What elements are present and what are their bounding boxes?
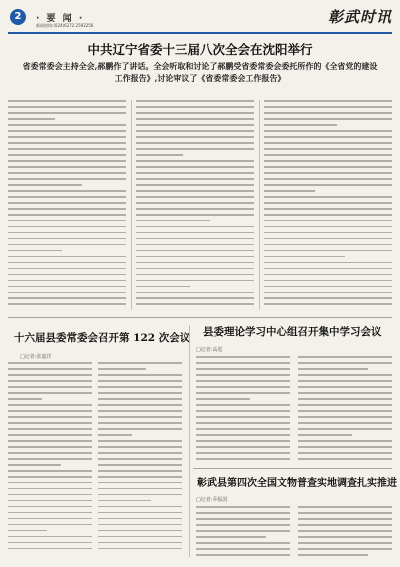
- text-line: [98, 476, 182, 478]
- text-line: [8, 368, 92, 370]
- text-line: [196, 554, 290, 556]
- section-divider: [8, 317, 392, 318]
- text-line: [264, 100, 392, 102]
- text-line: [8, 476, 92, 478]
- text-line: [98, 422, 182, 424]
- text-line: [8, 184, 82, 186]
- text-line: [8, 232, 126, 234]
- text-line: [298, 356, 392, 358]
- text-line: [8, 303, 126, 305]
- text-line: [8, 380, 92, 382]
- lead-subhead: 省委常委会主持全会,郝鹏作了讲话。全会听取和讨论了郝鹏受省委常委会委托所作的《全省党的建设工作报告》,讨论审议了《省委常委会工作报告》: [22, 61, 378, 83]
- text-line: [196, 536, 266, 538]
- text-line: [136, 202, 254, 204]
- text-line: [136, 238, 254, 240]
- text-line: [98, 440, 182, 442]
- text-line: [298, 398, 392, 400]
- text-line: [136, 297, 254, 299]
- text-line: [298, 524, 392, 526]
- page-number-badge: 2: [10, 9, 26, 25]
- text-line: [136, 178, 254, 180]
- text-line: [8, 494, 92, 496]
- text-line: [136, 274, 254, 276]
- text-line: [264, 172, 392, 174]
- text-line: [98, 452, 182, 454]
- article-3-byline: □记者:高进: [196, 347, 223, 353]
- text-line: [298, 362, 392, 364]
- text-line: [264, 142, 392, 144]
- text-line: [136, 196, 254, 198]
- article-4-body-column-1: [196, 506, 290, 560]
- text-line: [8, 440, 92, 442]
- text-line: [298, 392, 392, 394]
- section-divider: [193, 468, 392, 469]
- text-line: [136, 280, 254, 282]
- text-line: [196, 368, 290, 370]
- text-line: [264, 286, 392, 288]
- text-line: [264, 178, 392, 180]
- text-line: [298, 452, 392, 454]
- text-line: [196, 398, 250, 400]
- text-line: [136, 226, 254, 228]
- column-divider: [189, 325, 190, 557]
- text-line: [136, 166, 254, 168]
- text-line: [98, 362, 182, 364]
- lead-body-column-3: [264, 100, 392, 309]
- text-line: [8, 244, 126, 246]
- text-line: [298, 410, 392, 412]
- text-line: [264, 250, 392, 252]
- text-line: [298, 548, 392, 550]
- text-line: [8, 392, 92, 394]
- text-line: [298, 530, 392, 532]
- text-line: [264, 256, 345, 258]
- text-line: [264, 106, 392, 108]
- text-line: [264, 303, 392, 305]
- text-line: [298, 368, 368, 370]
- text-line: [8, 226, 126, 228]
- lead-body-column-2: [136, 100, 254, 309]
- lead-body-column-1: [8, 100, 126, 309]
- text-line: [98, 518, 182, 520]
- text-line: [8, 106, 126, 108]
- text-line: [98, 494, 182, 496]
- text-line: [8, 524, 92, 526]
- masthead-rule: [8, 32, 392, 34]
- text-line: [264, 238, 392, 240]
- text-line: [8, 136, 126, 138]
- text-line: [298, 416, 392, 418]
- text-line: [8, 214, 126, 216]
- text-line: [196, 374, 290, 376]
- text-line: [298, 386, 392, 388]
- text-line: [298, 404, 392, 406]
- text-line: [196, 518, 290, 520]
- text-line: [136, 100, 254, 102]
- text-line: [264, 130, 392, 132]
- text-line: [98, 410, 182, 412]
- article-2-body-column-2: [98, 362, 182, 554]
- text-line: [8, 506, 92, 508]
- text-line: [298, 440, 392, 442]
- text-line: [136, 214, 254, 216]
- text-line: [264, 214, 392, 216]
- text-line: [8, 100, 126, 102]
- text-line: [264, 297, 392, 299]
- text-line: [264, 118, 392, 120]
- text-line: [264, 268, 392, 270]
- text-line: [298, 506, 392, 508]
- text-line: [8, 130, 126, 132]
- text-line: [136, 124, 254, 126]
- text-line: [264, 220, 392, 222]
- text-line: [8, 548, 92, 550]
- text-line: [8, 112, 126, 114]
- text-line: [298, 434, 352, 436]
- text-line: [8, 297, 126, 299]
- text-line: [298, 554, 368, 556]
- text-line: [8, 256, 126, 258]
- text-line: [264, 160, 392, 162]
- column-divider: [131, 100, 132, 310]
- text-line: [98, 386, 182, 388]
- text-line: [136, 256, 254, 258]
- text-line: [136, 118, 254, 120]
- text-line: [196, 524, 290, 526]
- text-line: [196, 416, 290, 418]
- text-line: [8, 124, 126, 126]
- text-line: [98, 482, 182, 484]
- text-line: [136, 250, 254, 252]
- text-line: [196, 380, 290, 382]
- text-line: [136, 303, 254, 305]
- text-line: [8, 398, 42, 400]
- text-line: [264, 292, 392, 294]
- text-line: [196, 440, 290, 442]
- text-line: [98, 488, 182, 490]
- text-line: [264, 148, 392, 150]
- text-line: [264, 232, 392, 234]
- text-line: [8, 464, 61, 466]
- text-line: [8, 166, 126, 168]
- text-line: [196, 434, 290, 436]
- text-line: [8, 154, 126, 156]
- text-line: [136, 142, 254, 144]
- text-line: [136, 220, 210, 222]
- newspaper-logo: 彰武时讯: [327, 8, 392, 26]
- text-line: [8, 160, 126, 162]
- text-line: [98, 392, 182, 394]
- text-line: [98, 506, 182, 508]
- text-line: [196, 410, 290, 412]
- text-line: [196, 422, 290, 424]
- article-4-title: 彰武县第四次全国文物普查实地调查扎实推进: [197, 478, 397, 489]
- text-line: [8, 416, 92, 418]
- text-line: [196, 506, 290, 508]
- text-line: [8, 470, 92, 472]
- text-line: [8, 500, 92, 502]
- text-line: [98, 542, 182, 544]
- text-line: [98, 536, 182, 538]
- text-line: [8, 422, 92, 424]
- text-line: [8, 458, 92, 460]
- text-line: [8, 178, 126, 180]
- text-line: [298, 518, 392, 520]
- text-line: [8, 404, 92, 406]
- text-line: [8, 488, 92, 490]
- text-line: [98, 380, 182, 382]
- text-line: [298, 380, 392, 382]
- text-line: [136, 190, 254, 192]
- article-2-body-column-1: [8, 362, 92, 554]
- text-line: [8, 148, 126, 150]
- text-line: [196, 458, 290, 460]
- text-line: [8, 536, 92, 538]
- text-line: [8, 446, 92, 448]
- text-line: [264, 154, 392, 156]
- text-line: [264, 124, 337, 126]
- text-line: [196, 392, 290, 394]
- text-line: [196, 404, 290, 406]
- text-line: [98, 530, 182, 532]
- text-line: [8, 250, 62, 252]
- text-line: [264, 274, 392, 276]
- text-line: [98, 446, 182, 448]
- text-line: [264, 136, 392, 138]
- text-line: [98, 434, 132, 436]
- text-line: [8, 262, 126, 264]
- text-line: [298, 446, 392, 448]
- text-line: [8, 190, 126, 192]
- text-line: [8, 518, 92, 520]
- text-line: [8, 410, 92, 412]
- text-line: [264, 202, 392, 204]
- news-hotline: 新闻热线:(024)6272 2592256: [36, 23, 94, 28]
- text-line: [136, 208, 254, 210]
- text-line: [196, 530, 290, 532]
- text-line: [196, 548, 290, 550]
- text-line: [136, 292, 254, 294]
- text-line: [264, 196, 392, 198]
- text-line: [8, 452, 92, 454]
- text-line: [98, 470, 182, 472]
- text-line: [8, 434, 92, 436]
- text-line: [264, 208, 392, 210]
- text-line: [8, 482, 92, 484]
- article-3-title: 县委理论学习中心组召开集中学习会议: [203, 326, 382, 338]
- text-line: [136, 268, 254, 270]
- text-line: [196, 452, 290, 454]
- text-line: [8, 374, 92, 376]
- text-line: [196, 542, 290, 544]
- text-line: [196, 356, 290, 358]
- column-divider: [259, 100, 260, 310]
- text-line: [8, 386, 92, 388]
- text-line: [136, 232, 254, 234]
- text-line: [136, 148, 254, 150]
- text-line: [8, 530, 47, 532]
- article-2-byline: □记者:张嘉洋: [20, 354, 52, 360]
- article-3-body-column-1: [196, 356, 290, 464]
- text-line: [8, 274, 126, 276]
- text-line: [196, 386, 290, 388]
- section-label: · 要 闻 ·: [36, 14, 85, 24]
- text-line: [196, 428, 290, 430]
- article-4-body-column-2: [298, 506, 392, 560]
- text-line: [8, 220, 126, 222]
- text-line: [98, 368, 146, 370]
- text-line: [8, 196, 126, 198]
- text-line: [136, 262, 254, 264]
- text-line: [98, 548, 182, 550]
- text-line: [8, 142, 126, 144]
- text-line: [8, 512, 92, 514]
- lead-headline: 中共辽宁省委十三届八次全会在沈阳举行: [87, 42, 313, 57]
- text-line: [8, 542, 92, 544]
- text-line: [298, 458, 392, 460]
- text-line: [8, 286, 126, 288]
- text-line: [136, 154, 183, 156]
- text-line: [298, 512, 392, 514]
- text-line: [136, 160, 254, 162]
- text-line: [136, 130, 254, 132]
- article-2-title: 十六届县委常委会召开第 122 次会议: [14, 332, 191, 344]
- text-line: [136, 112, 254, 114]
- text-line: [136, 136, 254, 138]
- text-line: [98, 416, 182, 418]
- text-line: [8, 202, 126, 204]
- text-line: [8, 208, 126, 210]
- text-line: [298, 374, 392, 376]
- text-line: [98, 428, 182, 430]
- text-line: [264, 112, 392, 114]
- text-line: [8, 292, 126, 294]
- text-line: [136, 184, 254, 186]
- text-line: [136, 172, 254, 174]
- text-line: [98, 524, 182, 526]
- text-line: [196, 446, 290, 448]
- text-line: [196, 362, 290, 364]
- text-line: [98, 398, 182, 400]
- text-line: [264, 166, 392, 168]
- text-line: [264, 226, 392, 228]
- text-line: [98, 458, 182, 460]
- text-line: [8, 118, 55, 120]
- text-line: [264, 184, 392, 186]
- text-line: [8, 172, 126, 174]
- text-line: [98, 464, 182, 466]
- text-line: [298, 422, 392, 424]
- text-line: [298, 428, 392, 430]
- article-3-body-column-2: [298, 356, 392, 464]
- text-line: [136, 244, 254, 246]
- text-line: [8, 280, 126, 282]
- text-line: [264, 190, 315, 192]
- text-line: [136, 286, 190, 288]
- text-line: [136, 106, 254, 108]
- article-4-byline: □记者:乔振国: [196, 497, 228, 503]
- text-line: [8, 362, 92, 364]
- text-line: [298, 542, 392, 544]
- text-line: [98, 512, 182, 514]
- text-line: [8, 428, 92, 430]
- text-line: [8, 238, 126, 240]
- text-line: [298, 536, 392, 538]
- text-line: [98, 500, 151, 502]
- text-line: [98, 404, 182, 406]
- text-line: [8, 268, 126, 270]
- text-line: [196, 512, 290, 514]
- text-line: [98, 374, 182, 376]
- text-line: [264, 244, 392, 246]
- masthead: [0, 0, 400, 34]
- text-line: [264, 280, 392, 282]
- text-line: [264, 262, 392, 264]
